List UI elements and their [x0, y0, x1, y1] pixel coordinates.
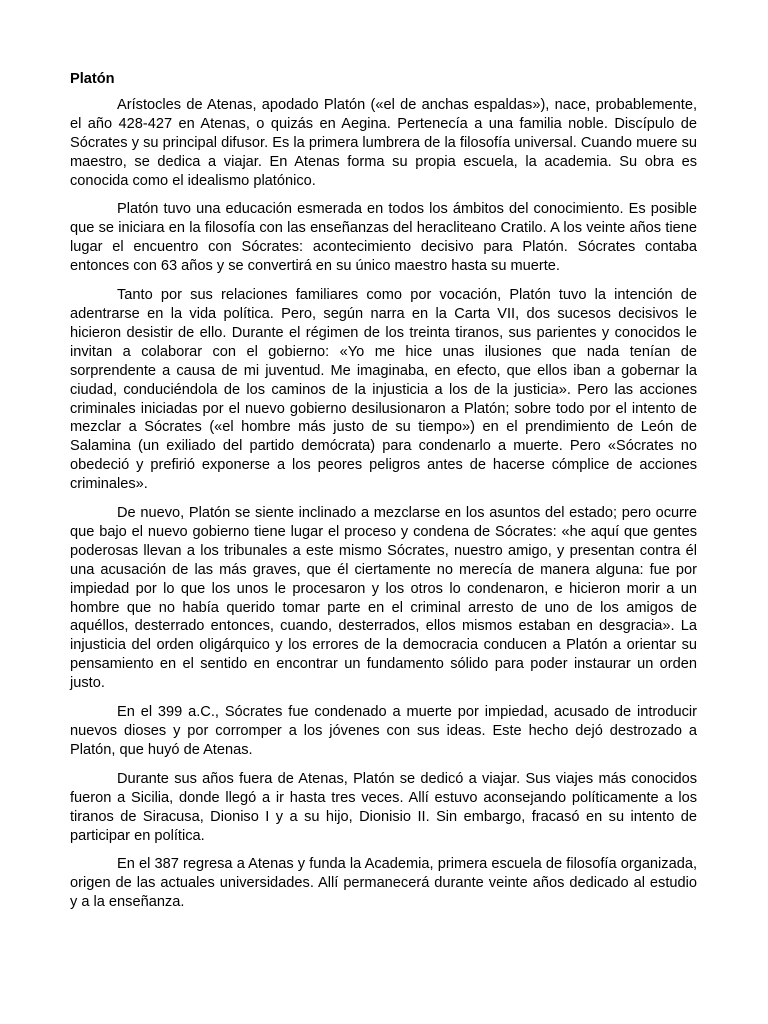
- paragraph: Arístocles de Atenas, apodado Platón («el de anchas espaldas»), nace, probablemente, el año 428-427 en Atenas, o quizás en Aegina. Pertenecía a una familia noble. Discípulo de Sócrates y su principal difusor. Es la primera lumbrera de la filosofía universal. Cuando muere su maestro, se dedica a viajar. En Atenas forma su propia escuela, la academia. Su obra es conocida como el idealismo platónico.: [70, 96, 697, 189]
- paragraph: En el 387 regresa a Atenas y funda la Academia, primera escuela de filosofía organizada, origen de las actuales universidades. Allí permanecerá durante veinte años dedicado al estudio y a la enseñanza.: [70, 856, 697, 911]
- document-page: [70, 70, 697, 922]
- paragraph: Platón tuvo una educación esmerada en todos los ámbitos del conocimiento. Es posible que se iniciara en la filosofía con las enseñanzas del heracliteano Cratilo. A los veinte años tiene lugar el encuentro con Sócrates: acontecimiento decisivo para Platón. Sócrates contaba entonces con 63 años y se convertirá en su único maestro hasta su muerte.: [70, 201, 697, 275]
- paragraph: De nuevo, Platón se siente inclinado a mezclarse en los asuntos del estado; pero ocurre que bajo el nuevo gobierno tiene lugar el proceso y condena de Sócrates: «he aquí que gentes poderosas llevan a los tribunales a este mismo Sócrates, nuestro amigo, y presentan contra él una acusación de las más graves, que él ciertamente no merecía de manera alguna: fue por impiedad por lo que los unos le procesaron y los otros lo condenaron, e hicieron morir a un hombre que no había querido tomar parte en el criminal arresto de uno de los amigos de aquéllos, desterrado entonces, cuando, desterrados, ellos mismos estaban en desgracia». La injusticia del orden oligárquico y los errores de la democracia conducen a Platón a orientar su pensamiento en el sentido en encontrar un fundamento sólido para poder instaurar un orden justo.: [70, 505, 697, 692]
- document-title: Platón: [70, 71, 115, 87]
- paragraph: Durante sus años fuera de Atenas, Platón se dedicó a viajar. Sus viajes más conocidos fueron a Sicilia, donde llegó a ir hasta tres veces. Allí estuvo aconsejando políticamente a los tiranos de Siracusa, Dioniso I y a su hijo, Dionisio II. Sin embargo, fracasó en su intento de participar en política.: [70, 770, 697, 844]
- paragraph: En el 399 a.C., Sócrates fue condenado a muerte por impiedad, acusado de introducir nuevos dioses y por corromper a los jóvenes con sus ideas. Este hecho dejó destrozado a Platón, que huyó de Atenas.: [70, 704, 697, 758]
- paragraph: Tanto por sus relaciones familiares como por vocación, Platón tuvo la intención de adentrarse en la vida política. Pero, según narra en la Carta VII, dos sucesos decisivos le hicieron desistir de ello. Durante el régimen de los treinta tiranos, sus parientes y conocidos le invitan a colaborar con el gobierno: «Yo me hice unas ilusiones que nada tenían de sorprendente a causa de mi juventud. Me imaginaba, en efecto, que ellos iban a gobernar la ciudad, conduciéndola de los caminos de la injusticia a los de la justicia». Pero las acciones criminales iniciadas por el nuevo gobierno desilusionaron a Platón; sobre todo por el intento de mezclar a Sócrates («el hombre más justo de su tiempo») en el prendimiento de León de Salamina (un exiliado del partido demócrata) para condenarlo a muerte. Pero «Sócrates no obedeció y prefirió exponerse a los peores peligros antes de hacerse cómplice de acciones criminales».: [70, 287, 697, 493]
